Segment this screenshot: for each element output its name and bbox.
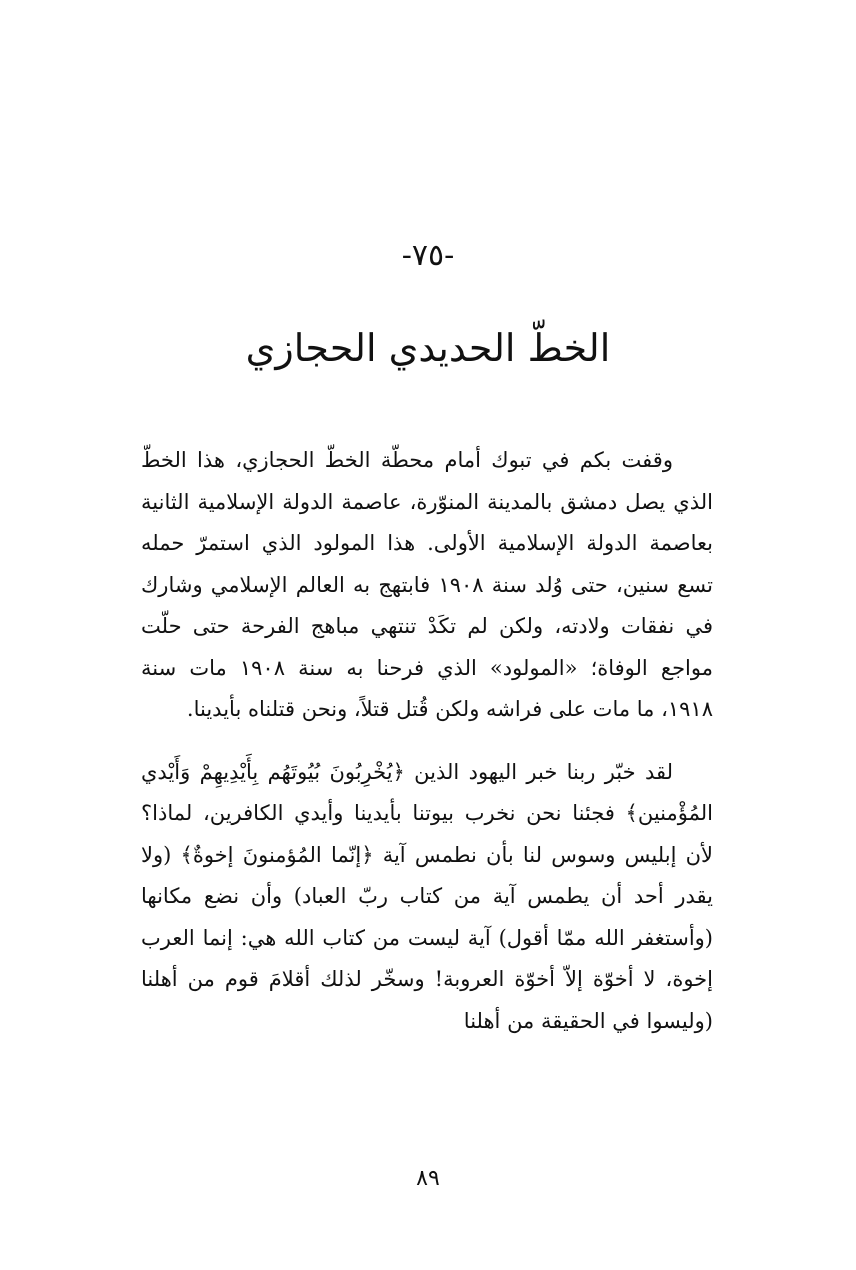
paragraph-2: لقد خبّر ربنا خبر اليهود الذين ﴿يُخْرِبُونَ بُيُوتَهُم بِأَيْدِيهِمْ وَأَيْدي المُؤْمنين﴾ فجئنا نحن نخرب بيوتنا بأيدينا وأيدي الكافرين، لماذا؟ لأن إبليس وسوس لنا بأن نطمس آية ﴿إنّما المُؤمنونَ إخوةٌ﴾ (ولا يقدر أحد أن يطمس آية من كتاب ربّ العباد) وأن نضع مكانها (وأستغفر الله ممّا أقول) آية ليست من كتاب الله هي: إنما العرب إخوة، لا أخوّة إلاّ أخوّة العروبة! وسخّر لذلك أقلامَ قوم من أهلنا (وليسوا في الحقيقة من أهلنا xyxy=(141,759,713,1033)
body-text xyxy=(141,440,713,1042)
chapter-title: الخطّ الحديدي الحجازي xyxy=(245,326,611,370)
page-number: ٨٩ xyxy=(416,1166,440,1191)
chapter-number: -٧٥- xyxy=(401,238,455,273)
paragraph-1: وقفت بكم في تبوك أمام محطّة الخطّ الحجازي، هذا الخطّ الذي يصل دمشق بالمدينة المنوّرة، عاصمة الدولة الإسلامية الثانية بعاصمة الدولة الإسلامية الأولى. هذا المولود الذي استمرّ حمله تسع سنين، حتى وُلد سنة ١٩٠٨ فابتهج به العالم الإسلامي وشارك في نفقات ولادته، ولكن لم تكَدْ تنتهي مباهج الفرحة حتى حلّت مواجع الوفاة؛ «المولود» الذي فرحنا به سنة ١٩٠٨ مات سنة ١٩١٨، ما مات على فراشه ولكن قُتل قتلاً، ونحن قتلناه بأيدينا. xyxy=(141,448,713,721)
